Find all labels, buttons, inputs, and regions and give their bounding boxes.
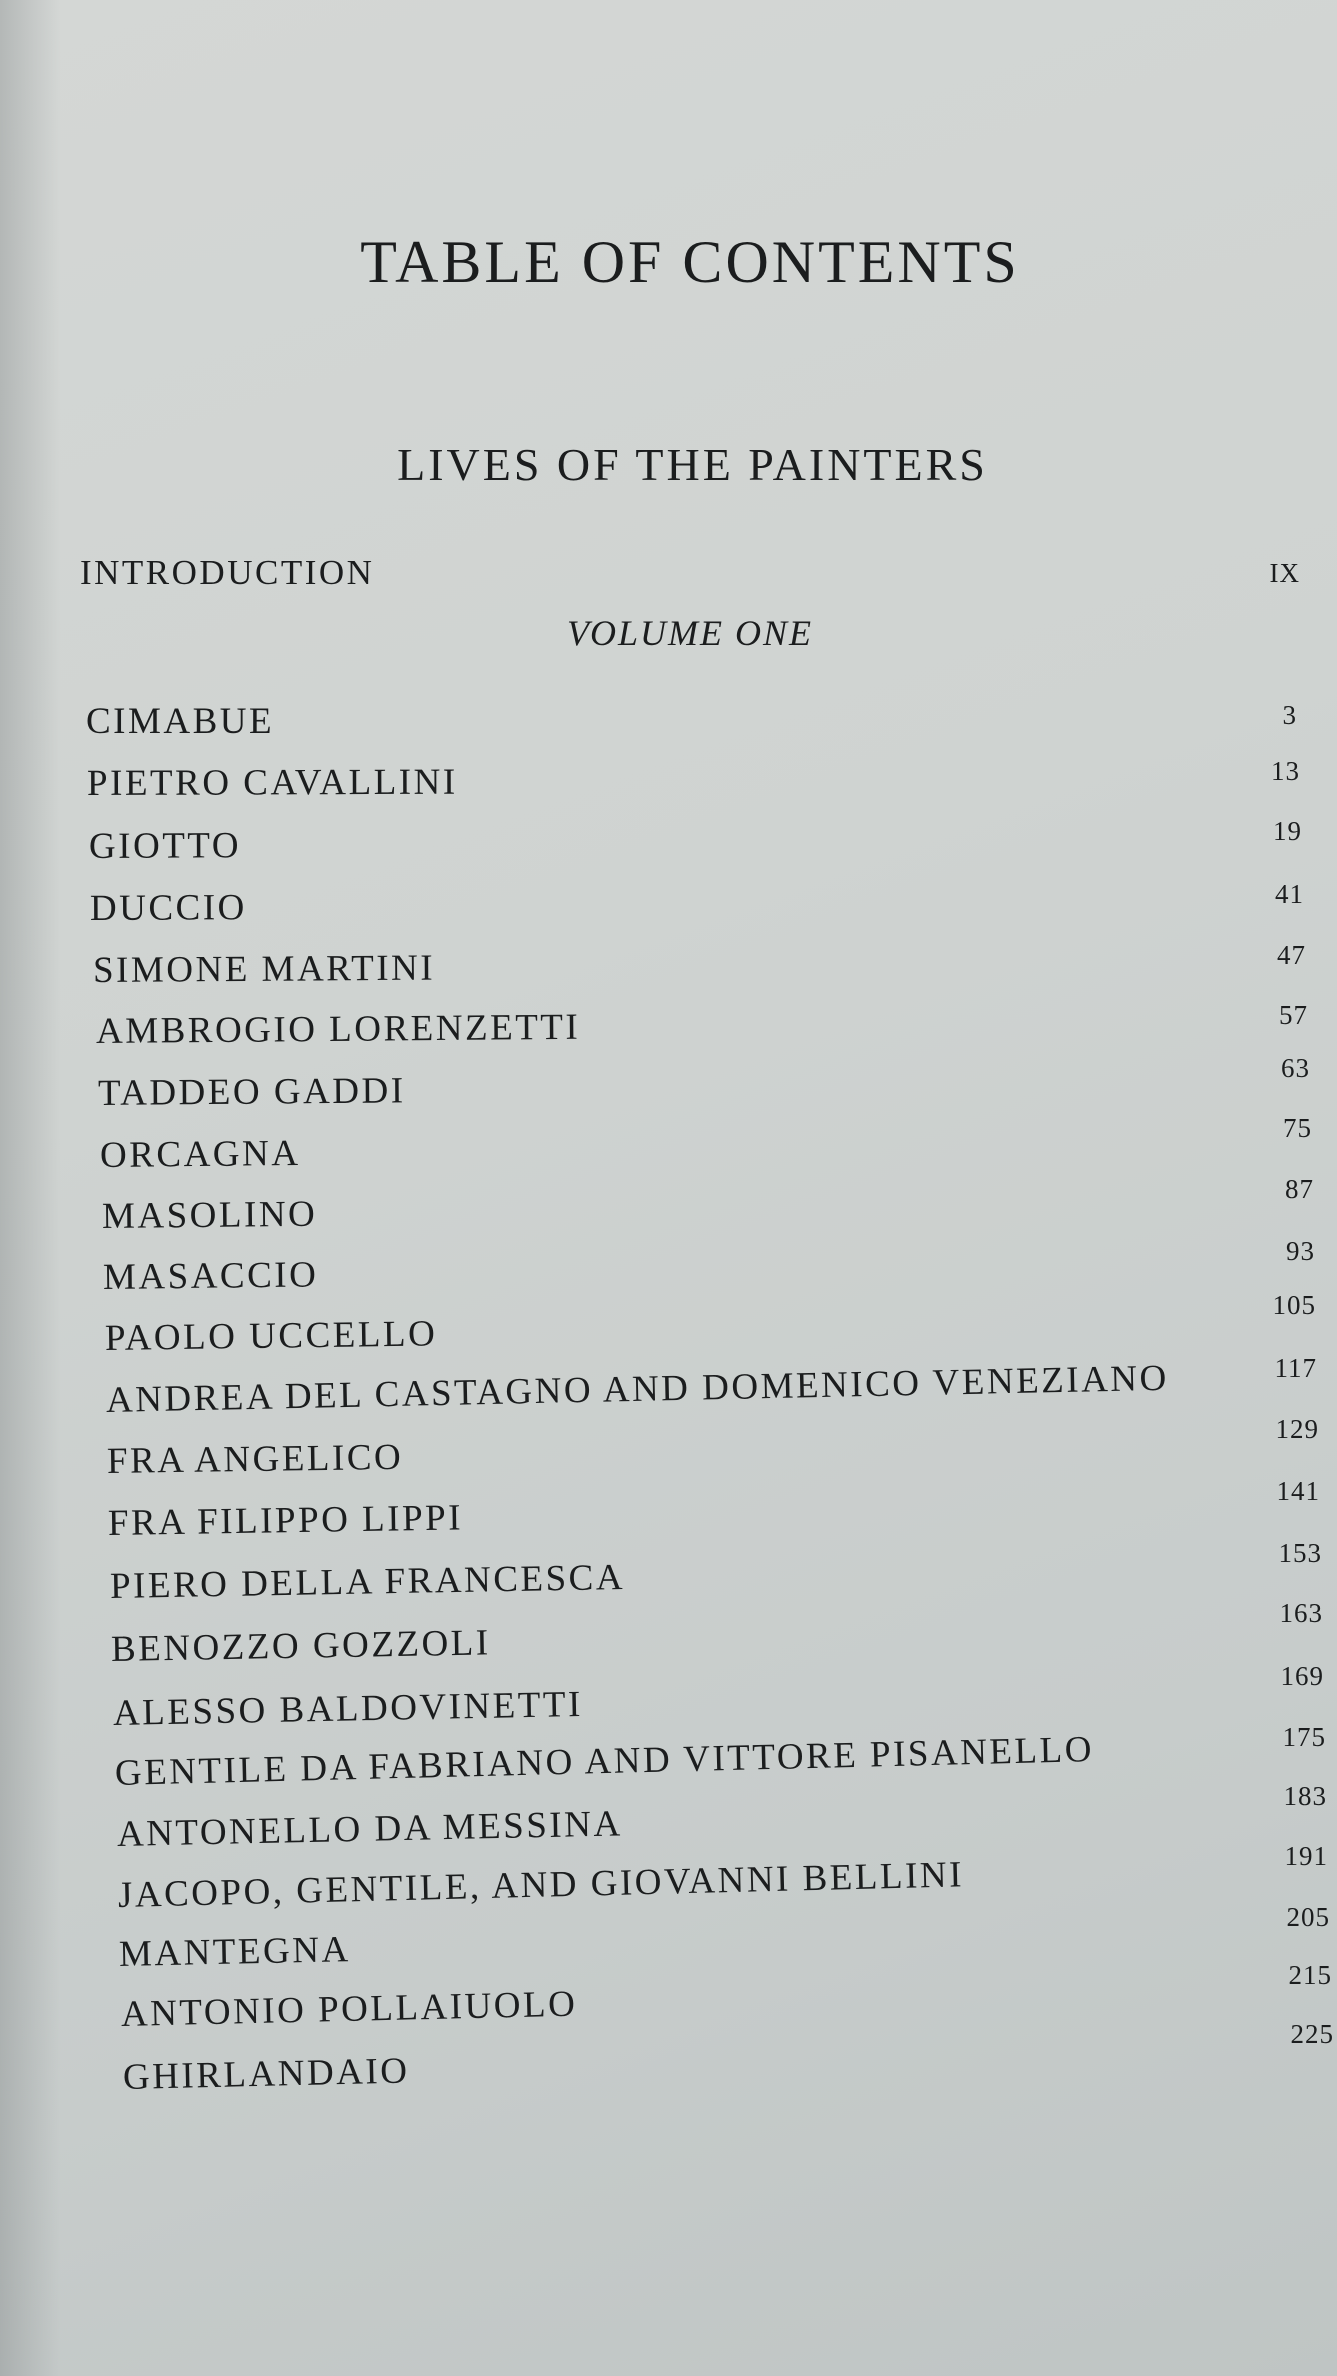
toc-entry: BENOZZO GOZZOLI xyxy=(110,1622,491,1670)
toc-page-number: 117 xyxy=(1274,1353,1317,1383)
toc-entry: CIMABUE xyxy=(86,701,275,742)
toc-entry: GENTILE DA FABRIANO AND VITTORE PISANELLO xyxy=(114,1729,1095,1794)
toc-page-number: 141 xyxy=(1276,1476,1320,1506)
toc-page-number: 183 xyxy=(1283,1781,1327,1811)
toc-entry: MASOLINO xyxy=(101,1193,318,1237)
toc-page-number: 93 xyxy=(1286,1236,1315,1266)
toc-page-number: 215 xyxy=(1288,1960,1332,1990)
toc-entry: PIERO DELLA FRANCESCA xyxy=(109,1557,626,1607)
page-edge-shadow xyxy=(0,0,60,2376)
toc-entry: ANTONIO POLLAIUOLO xyxy=(120,1983,578,2035)
toc-page-number: 163 xyxy=(1279,1598,1323,1628)
toc-page-number: 191 xyxy=(1284,1841,1328,1871)
toc-page-number: 75 xyxy=(1283,1113,1312,1143)
toc-entry: FRA FILIPPO LIPPI xyxy=(107,1497,464,1544)
toc-entry: PIETRO CAVALLINI xyxy=(86,761,458,804)
page-title: TABLE OF CONTENTS xyxy=(360,229,1020,295)
toc-entry: TADDEO GADDI xyxy=(97,1070,406,1114)
toc-page-number: 19 xyxy=(1273,816,1302,846)
toc-entry: FRA ANGELICO xyxy=(106,1436,404,1482)
toc-entry: DUCCIO xyxy=(89,887,247,929)
toc-entry: AMBROGIO LORENZETTI xyxy=(95,1006,581,1052)
toc-page-number: 153 xyxy=(1278,1538,1322,1568)
toc-entry: MANTEGNA xyxy=(118,1929,352,1975)
toc-page-number: 63 xyxy=(1281,1053,1310,1083)
toc-page-number: 225 xyxy=(1290,2019,1334,2049)
toc-page-number: 41 xyxy=(1275,879,1304,909)
toc-page-number: 169 xyxy=(1280,1661,1324,1691)
toc-entry: ALESSO BALDOVINETTI xyxy=(112,1683,584,1734)
toc-entry: SIMONE MARTINI xyxy=(92,947,436,991)
toc-entry: ANDREA DEL CASTAGNO AND DOMENICO VENEZIANO xyxy=(105,1357,1170,1421)
introduction-label: INTRODUCTION xyxy=(80,553,375,592)
toc-page-number: 47 xyxy=(1277,940,1306,970)
toc-entry: PAOLO UCCELLO xyxy=(104,1313,438,1359)
toc-entry: ORCAGNA xyxy=(99,1132,301,1176)
toc-entry: MASACCIO xyxy=(102,1254,319,1298)
toc-page-number: 129 xyxy=(1275,1414,1319,1444)
toc-entry: GHIRLANDAIO xyxy=(122,2050,410,2098)
toc-entry: GIOTTO xyxy=(88,825,242,867)
toc-page-number: 205 xyxy=(1286,1902,1330,1932)
toc-page-number: 105 xyxy=(1272,1290,1316,1320)
section-title: LIVES OF THE PAINTERS xyxy=(397,439,988,490)
toc-page-number: 3 xyxy=(1282,700,1297,730)
toc-entry: JACOPO, GENTILE, AND GIOVANNI BELLINI xyxy=(117,1854,965,1916)
toc-entry: ANTONELLO DA MESSINA xyxy=(116,1803,623,1855)
toc-page-number: 87 xyxy=(1285,1174,1314,1204)
toc-page-number: 175 xyxy=(1282,1722,1326,1752)
toc-page-number: 57 xyxy=(1279,1000,1308,1030)
volume-label: VOLUME ONE xyxy=(567,613,813,653)
introduction-page: IX xyxy=(1269,558,1300,588)
toc-page-number: 13 xyxy=(1271,756,1300,786)
